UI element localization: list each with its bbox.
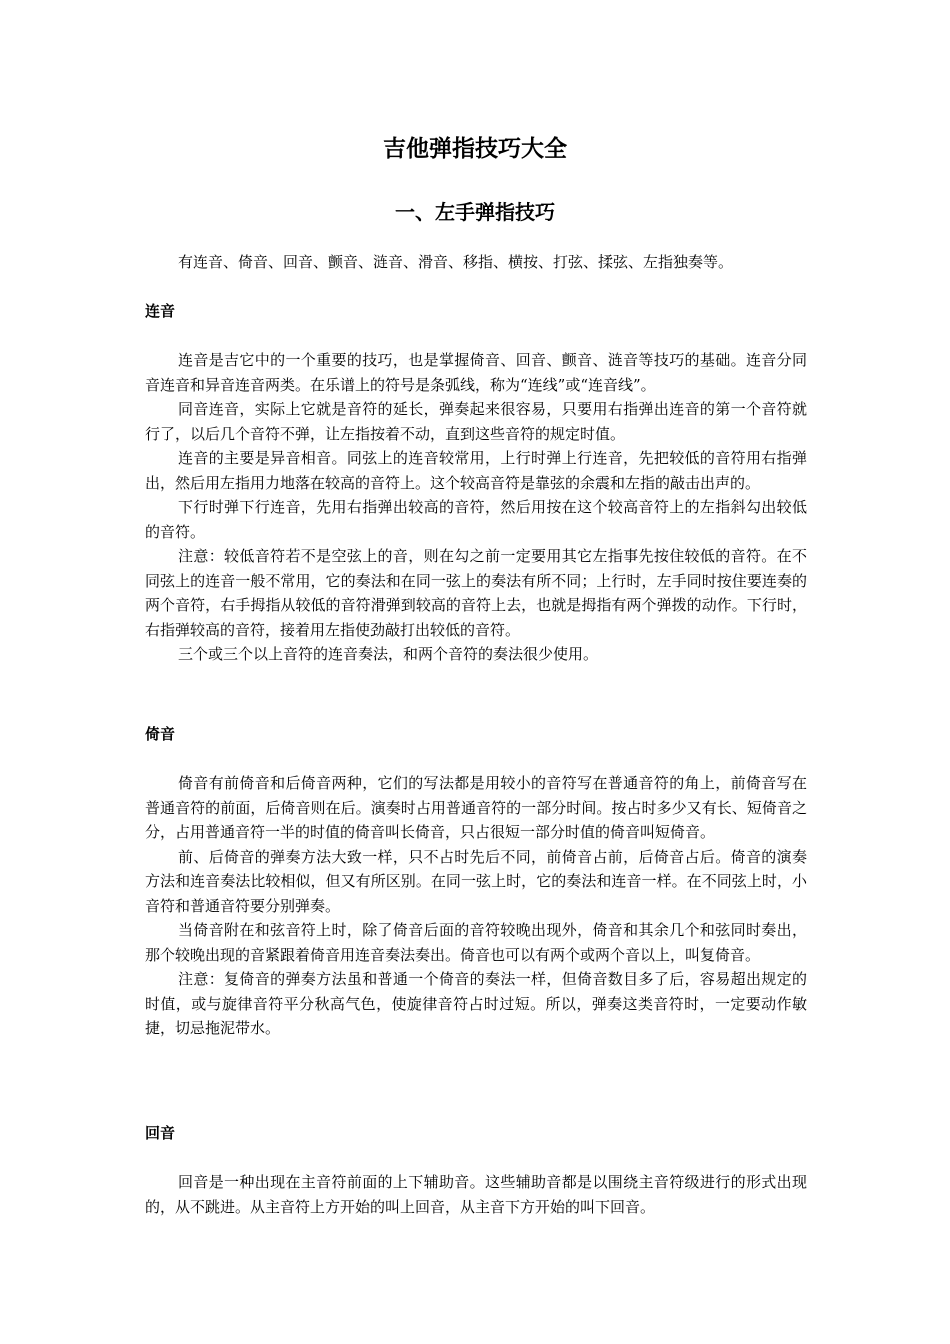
lianyin-body bbox=[145, 348, 807, 667]
paragraph: 连音是吉它中的一个重要的技巧，也是掌握倚音、回音、颤音、涟音等技巧的基础。连音分同音连音和异音连音两类。在乐谱上的符号是条弧线，称为“连线”或“连音线”。 bbox=[145, 351, 807, 394]
document-title: 吉他弹指技巧大全 bbox=[383, 135, 567, 162]
paragraph: 注意：较低音符若不是空弦上的音，则在勾之前一定要用其它左指事先按住较低的音符。在不同弦上的连音一般不常用，它的奏法和在同一弦上的奏法有所不同；上行时，左手同时按住要连奏的两个音符，右手拇指从较低的音符滑弹到较高的音符上去，也就是拇指有两个弹拨的动作。下行时，右指弹较高的音符，接着用左指使劲敲打出较低的音符。 bbox=[145, 547, 807, 639]
heading-lianyin: 连音 bbox=[145, 302, 176, 320]
paragraph: 连音的主要是异音相音。同弦上的连音较常用，上行时弹上行连音，先把较低的音符用右指弹出，然后用左指用力地落在较高的音符上。这个较高音符是靠弦的余震和左指的敲击出声的。 bbox=[145, 449, 807, 492]
heading-huiyin: 回音 bbox=[145, 1124, 176, 1142]
yiyin-body bbox=[145, 771, 807, 1041]
paragraph: 下行时弹下行连音，先用右指弹出较高的音符，然后用按在这个较高音符上的左指斜勾出较低的音符。 bbox=[145, 498, 807, 541]
paragraph: 同音连音，实际上它就是音符的延长，弹奏起来很容易，只要用右指弹出连音的第一个音符就行了，以后几个音符不弹，让左指按着不动，直到这些音符的规定时值。 bbox=[145, 400, 807, 443]
section-title: 一、左手弹指技巧 bbox=[395, 200, 555, 224]
paragraph: 倚音有前倚音和后倚音两种，它们的写法都是用较小的音符写在普通音符的角上，前倚音写在普通音符的前面，后倚音则在后。演奏时占用普通音符的一部分时间。按占时多少又有长、短倚音之分，占用普通音符一半的时值的倚音叫长倚音，只占很短一部分时值的倚音叫短倚音。 bbox=[145, 774, 807, 841]
paragraph: 三个或三个以上音符的连音奏法，和两个音符的奏法很少使用。 bbox=[178, 645, 599, 663]
paragraph: 回音是一种出现在主音符前面的上下辅助音。这些辅助音都是以围绕主音符级进行的形式出现的，从不跳进。从主音符上方开始的叫上回音，从主音下方开始的叫下回音。 bbox=[145, 1173, 807, 1216]
paragraph: 前、后倚音的弹奏方法大致一样，只不占时先后不同，前倚音占前，后倚音占后。倚音的演奏方法和连音奏法比较相似，但又有所区别。在同一弦上时，它的奏法和连音一样。在不同弦上时，小音符和普通音符要分别弹奏。 bbox=[145, 847, 807, 915]
heading-yiyin: 倚音 bbox=[145, 725, 176, 743]
intro-paragraph: 有连音、倚音、回音、颤音、涟音、滑音、移指、横按、打弦、揉弦、左指独奏等。 bbox=[178, 253, 734, 271]
paragraph: 当倚音附在和弦音符上时，除了倚音后面的音符较晚出现外，倚音和其余几个和弦同时奏出，那个较晚出现的音紧跟着倚音用连音奏法奏出。倚音也可以有两个或两个音以上，叫复倚音。 bbox=[145, 921, 807, 964]
paragraph: 注意：复倚音的弹奏方法虽和普通一个倚音的奏法一样，但倚音数目多了后，容易超出规定的时值，或与旋律音符平分秋高气色，使旋律音符占时过短。所以，弹奏这类音符时，一定要动作敏捷，切忌拖泥带水。 bbox=[145, 970, 807, 1037]
huiyin-body bbox=[145, 1170, 807, 1219]
intro-paragraph-block bbox=[145, 250, 807, 275]
